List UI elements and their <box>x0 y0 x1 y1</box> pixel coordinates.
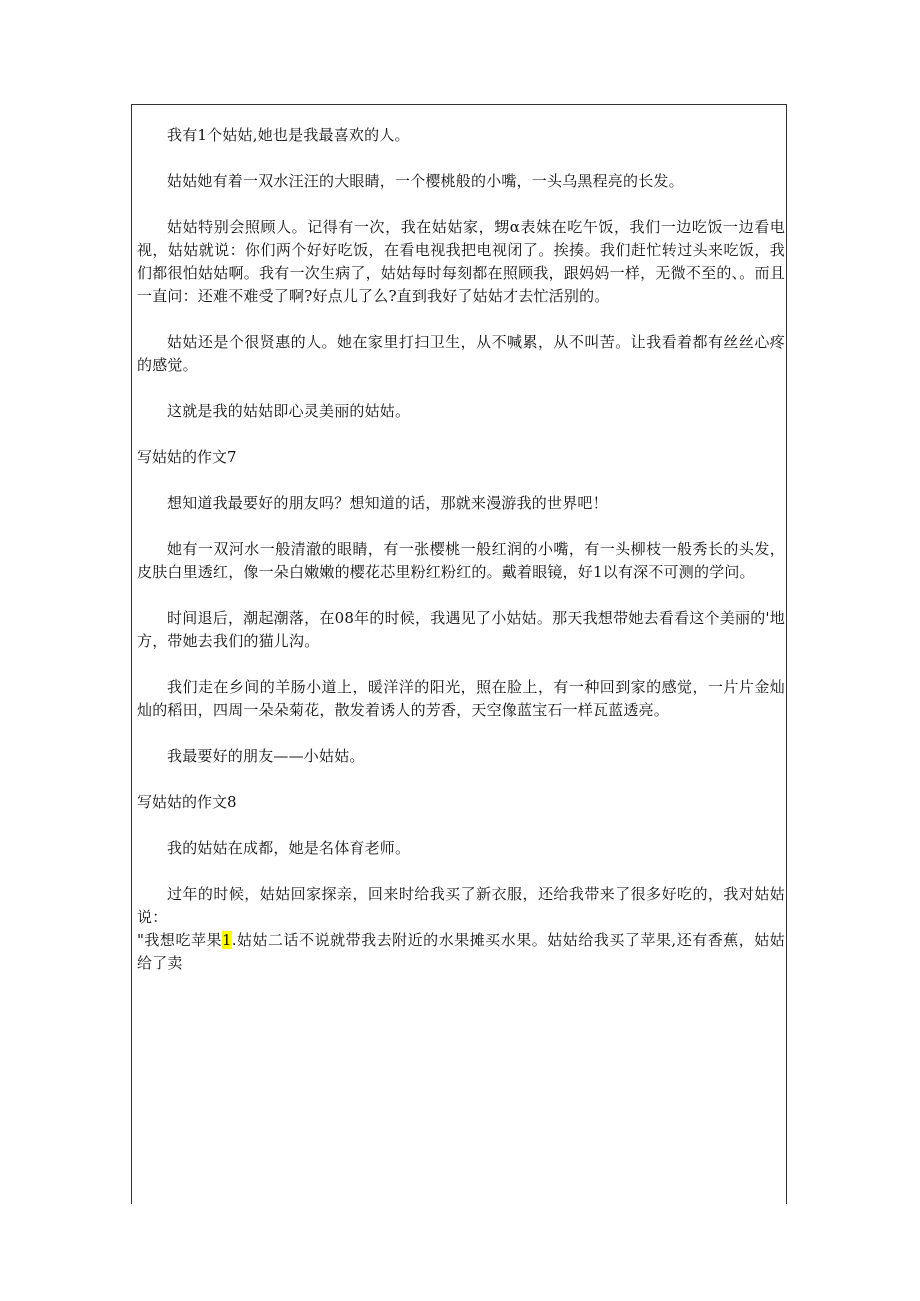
paragraph: 她有一双河水一般清澈的眼睛，有一张樱桃一般红润的小嘴，有一头柳枝一般秀长的头发，皮肤白里透红，像一朵白嫩嫩的樱花芯里粉红粉红的。戴着眼镜，好1以有深不可测的学问。 <box>137 540 785 581</box>
paragraph-text: "我想吃苹果 <box>137 931 222 949</box>
paragraph: 时间退后，潮起潮落，在08年的时候，我遇见了小姑姑。那天我想带她去看看这个美丽的'地方，带她去我们的猫儿沟。 <box>137 609 785 650</box>
essay-title-7: 写姑姑的作文7 <box>137 448 237 466</box>
paragraph: 我有1个姑姑,她也是我最喜欢的人。 <box>167 126 410 144</box>
paragraph: 想知道我最要好的朋友吗？想知道的话，那就来漫游我的世界吧！ <box>167 494 608 512</box>
paragraph <box>137 883 785 975</box>
paragraph: 我的姑姑在成都，她是名体育老师。 <box>167 839 411 857</box>
paragraph-text: .姑姑二话不说就带我去附近的水果摊买水果。姑姑给我买了苹果,还有香蕉，姑姑给了卖 <box>137 931 785 972</box>
paragraph: 这就是我的姑姑即心灵美丽的姑姑。 <box>167 402 411 420</box>
paragraph: 姑姑她有着一双水汪汪的大眼睛，一个樱桃般的小嘴，一头乌黑程亮的长发。 <box>167 172 684 190</box>
paragraph: 我们走在乡间的羊肠小道上，暖洋洋的阳光，照在脸上，有一种回到家的感觉，一片片金灿灿的稻田，四周一朵朵菊花，散发着诱人的芳香，天空像蓝宝石一样瓦蓝透亮。 <box>137 678 785 719</box>
paragraph: 姑姑还是个很贤惠的人。她在家里打扫卫生，从不喊累，从不叫苦。让我看着都有丝丝心疼的感觉。 <box>137 333 785 374</box>
highlighted-text: 1 <box>221 931 232 949</box>
paragraph: 姑姑特别会照顾人。记得有一次，我在姑姑家，甥α表妹在吃午饭，我们一边吃饭一边看电视，姑姑就说：你们两个好好吃饭，在看电视我把电视闭了。挨揍。我们赶忙转过头来吃饭，我们都很怕姑姑啊。我有一次生病了，姑姑每时每刻都在照顾我，跟妈妈一样，无微不至的、。而且一直问：还难不难受了啊?好点儿了么?直到我好了姑姑才去忙活别的。 <box>137 218 785 305</box>
paragraph-text: 过年的时候，姑姑回家探亲，回来时给我买了新衣服，还给我带来了很多好吃的，我对姑姑说： <box>137 885 785 926</box>
document-body <box>137 124 785 975</box>
paragraph: 我最要好的朋友——小姑姑。 <box>167 747 365 765</box>
essay-title-8: 写姑姑的作文8 <box>137 793 237 811</box>
